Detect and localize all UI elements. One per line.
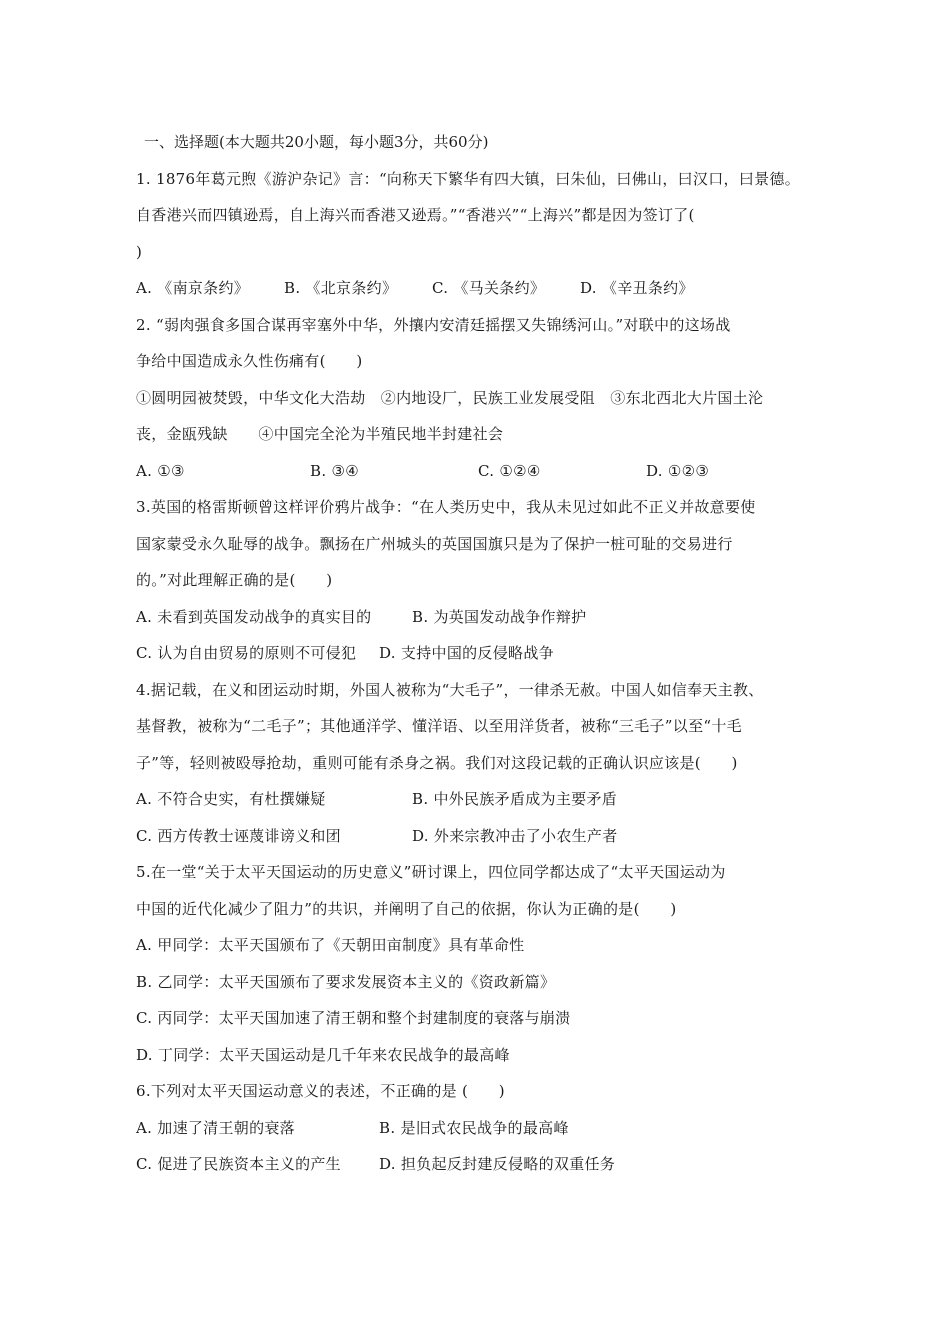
question-6 (136, 1073, 826, 1183)
option-d: D. 支持中国的反侵略战争 (379, 644, 554, 662)
option-c: C. 认为自由贸易的原则不可侵犯 (136, 644, 357, 662)
option-d: D. 外来宗教冲击了小农生产者 (412, 826, 618, 845)
question-2 (136, 307, 826, 490)
option-d: D. 《辛丑条约》 (580, 279, 694, 297)
options-row (136, 1146, 826, 1183)
option-b: B. 中外民族矛盾成为主要矛盾 (412, 790, 618, 808)
exam-page (136, 124, 826, 1183)
option-c: C. 西方传教士诬蔑诽谤义和团 (136, 826, 341, 845)
section-title: 一、选择题(本大题共20小题，每小题3分，共60分) (144, 133, 489, 151)
option-b: B. 《北京条约》 (284, 279, 398, 297)
question-text-line: 3.英国的格雷斯顿曾这样评价鸦片战争：“在人类历史中，我从未见过如此不正义并故意要使 (136, 498, 756, 516)
question-text-line: 4.据记载，在义和团运动时期，外国人被称为“大毛子”，一律杀无赦。中国人如信奉天主教、 (136, 680, 764, 699)
question-1 (136, 161, 826, 307)
question-text-line: 丧，金瓯残缺 ④中国完全沦为半殖民地半封建社会 (136, 425, 504, 443)
option-d: D. 丁同学：太平天国运动是几千年来农民战争的最高峰 (136, 1045, 510, 1064)
options-row (136, 1110, 826, 1147)
question-5 (136, 854, 826, 1073)
options-row (136, 635, 826, 672)
question-text-line: 中国的近代化减少了阻力”的共识，并阐明了自己的依据，你认为正确的是( ) (136, 899, 677, 918)
question-4 (136, 672, 826, 855)
question-text-line: 国家蒙受永久耻辱的战争。飘扬在广州城头的英国国旗只是为了保护一桩可耻的交易进行 (136, 534, 733, 553)
option-a: A. 不符合史实，有杜撰嫌疑 (136, 790, 326, 808)
option-a: A. 未看到英国发动战争的真实目的 (136, 607, 372, 626)
option-a: A. ①③ (136, 461, 185, 480)
option-a: A. 加速了清王朝的衰落 (136, 1118, 295, 1137)
option-b: B. ③④ (310, 461, 359, 480)
question-text-line: 的。”对此理解正确的是( ) (136, 571, 333, 589)
option-d: D. 担负起反封建反侵略的双重任务 (379, 1155, 616, 1173)
option-c: C. 丙同学：太平天国加速了清王朝和整个封建制度的衰落与崩溃 (136, 1009, 571, 1027)
options-row (136, 453, 826, 490)
options-row (136, 818, 826, 855)
option-d: D. ①②③ (646, 461, 710, 480)
options-row (136, 599, 826, 636)
question-3 (136, 489, 826, 672)
option-a: A. 《南京条约》 (136, 279, 250, 297)
option-c: C. ①②④ (478, 461, 541, 480)
option-c: C. 促进了民族资本主义的产生 (136, 1155, 341, 1173)
option-b: B. 是旧式农民战争的最高峰 (379, 1118, 569, 1137)
option-a: A. 甲同学：太平天国颁布了《天朝田亩制度》具有革命性 (136, 936, 525, 954)
option-b: B. 为英国发动战争作辩护 (412, 607, 587, 626)
question-text-line: 6.下列对太平天国运动意义的表述，不正确的是 ( ) (136, 1082, 505, 1100)
question-text-line: ①圆明园被焚毁，中华文化大浩劫 ②内地设厂，民族工业发展受阻 ③东北西北大片国土沦 (136, 388, 764, 407)
question-text-line: 子”等，轻则被殴辱抢劫，重则可能有杀身之祸。我们对这段记载的正确认识应该是( ) (136, 753, 738, 772)
question-text-line: 争给中国造成永久性伤痛有( ) (136, 352, 363, 370)
option-c: C. 《马关条约》 (432, 279, 546, 297)
question-text-line: 1. 1876年葛元煦《游沪杂记》言：“向称天下繁华有四大镇，曰朱仙，曰佛山，曰汉口，曰景德。 (136, 169, 801, 188)
options-row (136, 270, 826, 307)
option-b: B. 乙同学：太平天国颁布了要求发展资本主义的《资政新篇》 (136, 972, 556, 991)
question-text-line: 5.在一堂“关于太平天国运动的历史意义”研讨课上，四位同学都达成了“太平天国运动为 (136, 863, 726, 881)
question-text-line: 自香港兴而四镇逊焉，自上海兴而香港又逊焉。”“香港兴”“上海兴”都是因为签订了( (136, 206, 695, 224)
question-text-line: ) (136, 242, 143, 261)
options-row (136, 781, 826, 818)
question-text-line: 基督教，被称为“二毛子”；其他通洋学、懂洋语、以至用洋货者，被称“三毛子”以至“十毛 (136, 717, 742, 735)
question-text-line: 2. “弱肉强食多国合谋再宰塞外中华，外攘内安清廷摇摆又失锦绣河山。”对联中的这场战 (136, 315, 731, 334)
